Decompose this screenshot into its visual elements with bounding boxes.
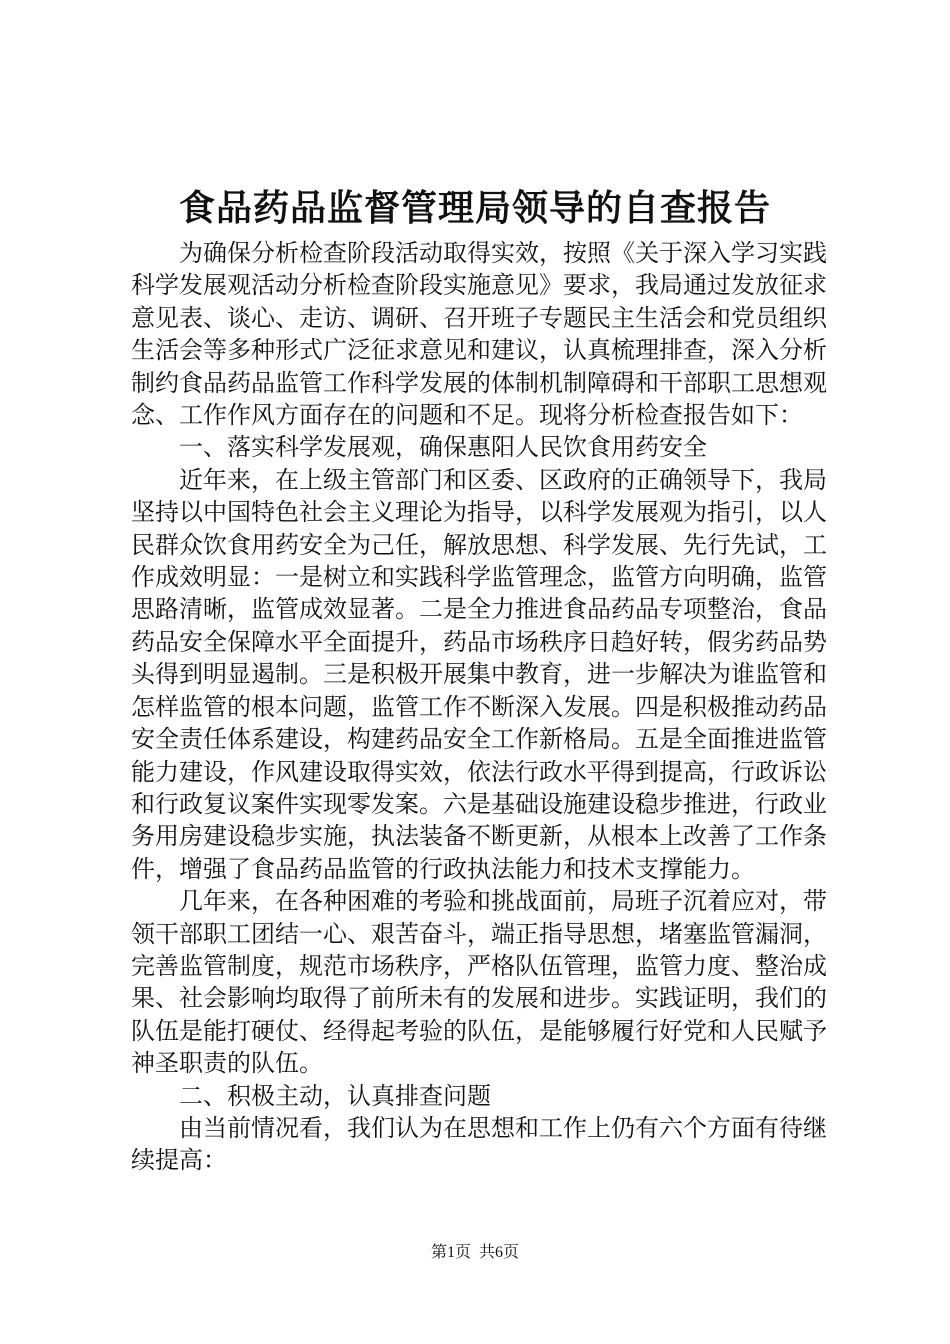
page-footer bbox=[0, 1242, 950, 1264]
paragraph-intro: 为确保分析检查阶段活动取得实效，按照《关于深入学习实践科学发展观活动分析检查阶段实施意见》要求，我局通过发放征求意见表、谈心、走访、调研、召开班子专题民主生活会和党员组织生活会等多种形式广泛征求意见和建议，认真梳理排查，深入分析制约食品药品监管工作科学发展的体制机制障碍和干部职工思想观念、工作作风方面存在的问题和不足。现将分析检查报告如下： bbox=[131, 239, 827, 430]
page-number: 第1页 bbox=[430, 1244, 471, 1261]
paragraph-problems-intro: 由当前情况看，我们认为在思想和工作上仍有六个方面有待继续提高： bbox=[131, 1113, 827, 1175]
paragraph-achievements: 近年来，在上级主管部门和区委、区政府的正确领导下，我局坚持以中国特色社会主义理论为指导，以科学发展观为指引，以人民群众饮食用药安全为己任，解放思想、科学发展、先行先试，工作成效明显：一是树立和实践科学监管理念，监管方向明确，监管思路清晰，监管成效显著。二是全力推进食品药品专项整治，食品药品安全保障水平全面提升，药品市场秩序日趋好转，假劣药品势头得到明显遏制。三是积极开展集中教育，进一步解决为谁监管和怎样监管的根本问题，监管工作不断深入发展。四是积极推动药品安全责任体系建设，构建药品安全工作新格局。五是全面推进监管能力建设，作风建设取得实效，依法行政水平得到提高，行政诉讼和行政复议案件实现零发案。六是基础设施建设稳步推进，行政业务用房建设稳步实施，执法装备不断更新，从根本上改善了工作条件，增强了食品药品监管的行政执法能力和技术支撑能力。 bbox=[131, 465, 827, 883]
section-heading-1: 一、落实科学发展观，确保惠阳人民饮食用药安全 bbox=[179, 433, 707, 462]
document-body bbox=[131, 237, 827, 1177]
document-title: 食品药品监督管理局领导的自查报告 bbox=[178, 187, 771, 229]
page-total: 共6页 bbox=[479, 1244, 520, 1261]
section-heading-2: 二、积极主动，认真排查问题 bbox=[179, 1081, 491, 1110]
paragraph-summary: 几年来，在各种困难的考验和挑战面前，局班子沉着应对，带领干部职工团结一心、艰苦奋斗，端正指导思想，堵塞监管漏洞，完善监管制度，规范市场秩序，严格队伍管理，监管力度、整治成果、社会影响均取得了前所未有的发展和进步。实践证明，我们的队伍是能打硬仗、经得起考验的队伍，是能够履行好党和人民赋予神圣职责的队伍。 bbox=[131, 887, 827, 1078]
